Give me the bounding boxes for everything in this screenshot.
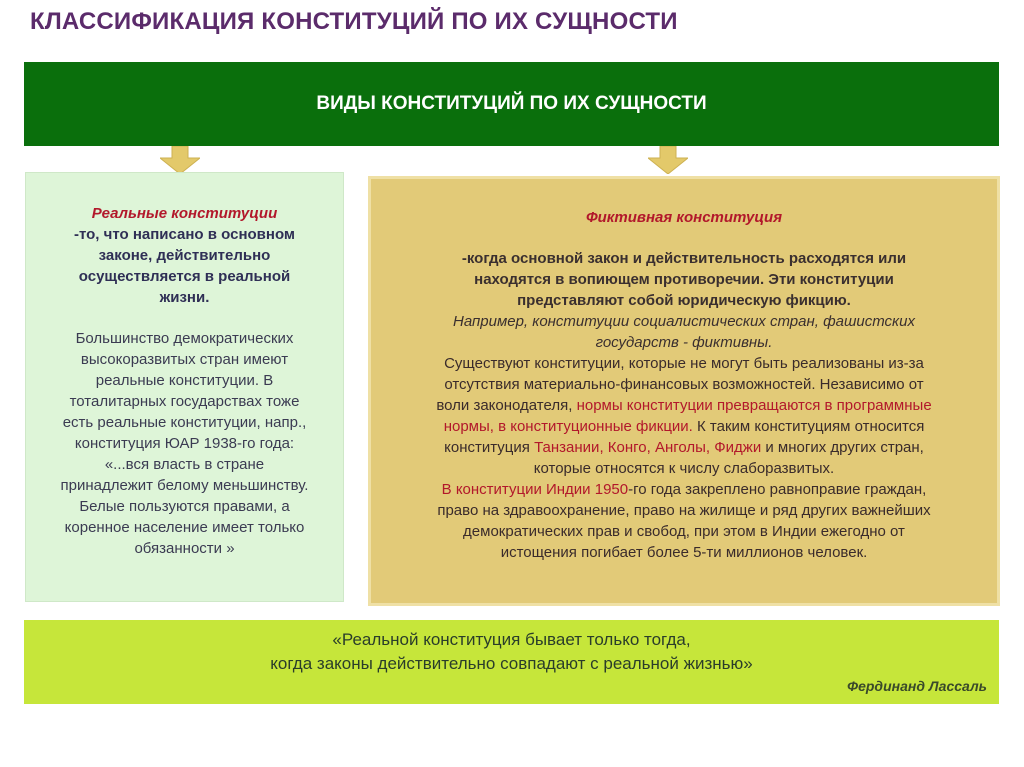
body-line: конституция ЮАР 1938-го года: bbox=[74, 435, 295, 452]
body-line: принадлежит белому меньшинству. bbox=[60, 477, 309, 494]
paragraph-line: отсутствия материально-финансовых возможностей. Независимо от bbox=[444, 376, 924, 393]
header-label: ВИДЫ КОНСТИТУЦИЙ ПО ИХ СУЩНОСТИ bbox=[316, 93, 707, 114]
header-bar bbox=[24, 62, 999, 146]
body-line: «...вся власть в стране bbox=[104, 456, 265, 473]
quote-line: «Реальной конституция бывает только тогда, bbox=[332, 630, 691, 649]
paragraph-line: истощения погибает более 5-ти миллионов человек. bbox=[500, 544, 868, 561]
text-segment: -го года закреплено равноправие граждан, bbox=[628, 481, 927, 498]
body-line: реальные конституции. В bbox=[95, 372, 274, 389]
definition-line: -то, что написано в основном bbox=[73, 226, 296, 243]
fictitious-constitution-definition bbox=[381, 248, 987, 311]
definition-line: -когда основной закон и действительность расходятся или bbox=[461, 250, 907, 267]
body-line: есть реальные конституции, напр., bbox=[62, 414, 307, 431]
definition-line: жизни. bbox=[159, 289, 210, 306]
quote-box bbox=[24, 620, 999, 704]
highlight-text: нормы, в конституционные фикции. bbox=[443, 418, 693, 435]
real-constitutions-panel bbox=[25, 172, 344, 602]
definition-line: осуществляется в реальной bbox=[78, 268, 291, 285]
definition-line: представляют собой юридическую фикцию. bbox=[517, 292, 851, 309]
paragraph-line bbox=[381, 395, 987, 416]
real-constitutions-definition bbox=[38, 224, 331, 308]
text-segment: конституция bbox=[444, 439, 535, 456]
paragraph-line bbox=[381, 437, 987, 458]
text-segment: и многих других стран, bbox=[761, 439, 924, 456]
text-segment: К таким конституциям относится bbox=[692, 418, 925, 435]
definition-line: находятся в вопиющем противоречии. Эти конституции bbox=[474, 271, 894, 288]
body-line: Белые пользуются правами, а bbox=[79, 498, 290, 515]
example-line: Например, конституции социалистических стран, фашистских bbox=[453, 313, 915, 330]
body-line: Большинство демократических bbox=[75, 330, 294, 347]
quote-line: когда законы действительно совпадают с реальной жизнью» bbox=[270, 654, 753, 673]
body-line: коренное население имеет только bbox=[64, 519, 305, 536]
highlight-text: В конституции Индии 1950 bbox=[441, 481, 629, 498]
india-paragraph bbox=[381, 479, 987, 563]
down-arrow-icon bbox=[648, 146, 688, 174]
fictitious-constitution-panel bbox=[368, 176, 1000, 606]
paragraph-line: демократических прав и свобод, при этом в Индии ежегодно от bbox=[463, 523, 905, 540]
fictitious-constitution-heading: Фиктивная конституция bbox=[585, 209, 783, 226]
paragraph-line: Существуют конституции, которые не могут быть реализованы из-за bbox=[444, 355, 924, 372]
paragraph-line bbox=[381, 479, 987, 500]
body-line: высокоразвитых стран имеют bbox=[80, 351, 289, 368]
down-arrow-icon bbox=[160, 146, 200, 174]
body-line: обязанности » bbox=[134, 540, 235, 557]
highlight-text: нормы конституции превращаются в программные bbox=[576, 397, 932, 414]
page-title: КЛАССИФИКАЦИЯ КОНСТИТУЦИЙ ПО ИХ СУЩНОСТИ bbox=[30, 8, 678, 35]
example-line: государств - фиктивны. bbox=[595, 334, 773, 351]
fictitious-constitution-paragraph bbox=[381, 353, 987, 479]
quote-author: Фердинанд Лассаль bbox=[847, 678, 987, 694]
body-line: тоталитарных государствах тоже bbox=[69, 393, 300, 410]
highlight-text: Танзании, Конго, Анголы, Фиджи bbox=[534, 439, 762, 456]
real-constitutions-heading: Реальные конституции bbox=[91, 205, 278, 222]
text-segment: воли законодателя, bbox=[436, 397, 577, 414]
real-constitutions-body bbox=[38, 328, 331, 559]
definition-line: законе, действительно bbox=[98, 247, 271, 264]
paragraph-line bbox=[381, 416, 987, 437]
paragraph-line: которые относятся к числу слаборазвитых. bbox=[533, 460, 835, 477]
paragraph-line: право на здравоохранение, право на жилище и ряд других важнейших bbox=[437, 502, 931, 519]
fictitious-constitution-example bbox=[381, 311, 987, 353]
